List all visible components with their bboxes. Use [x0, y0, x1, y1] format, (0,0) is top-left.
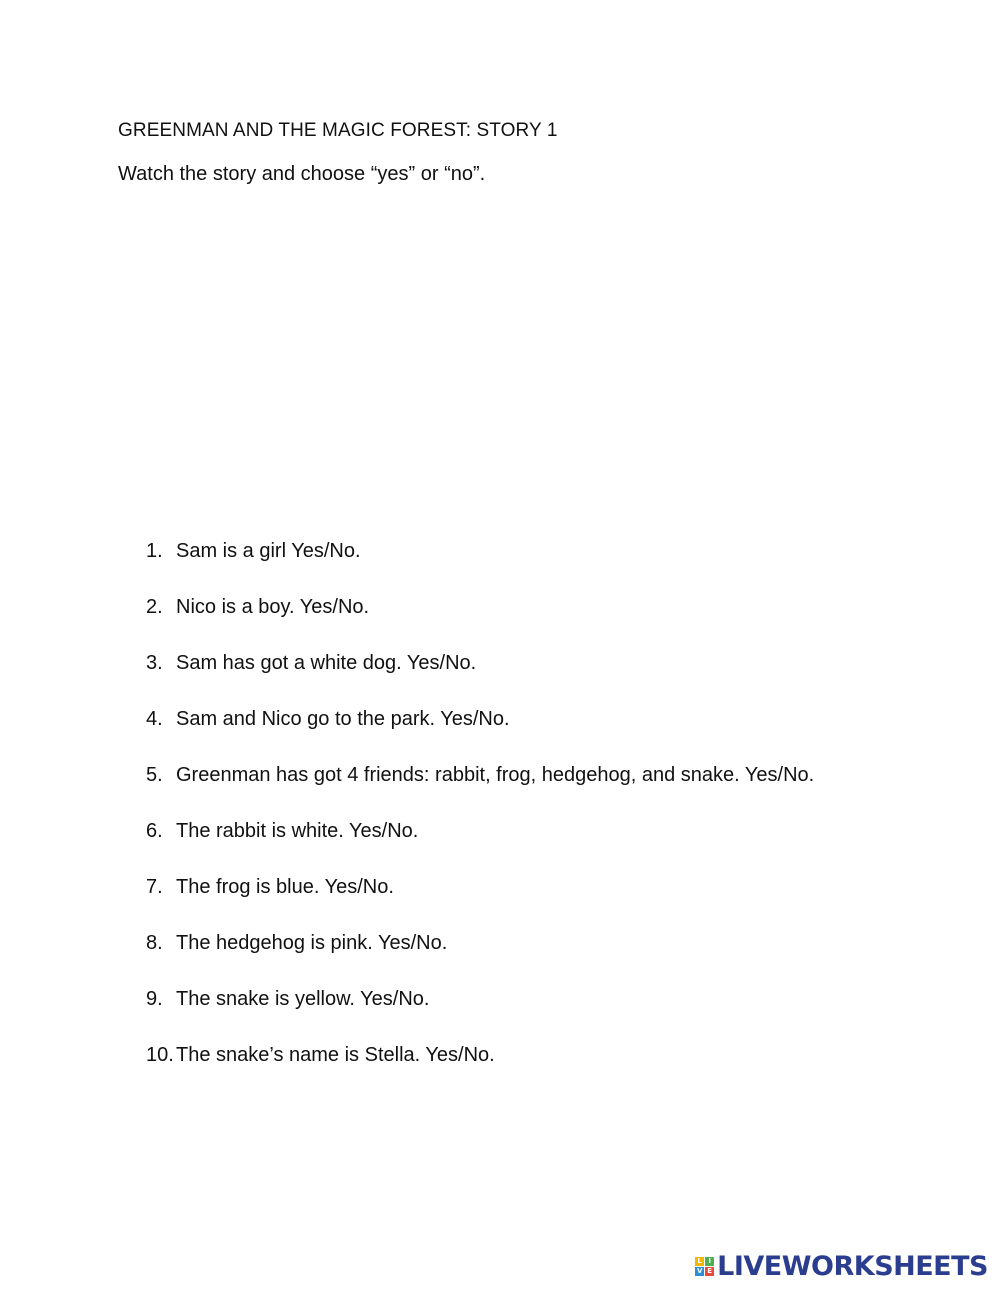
- list-item: [146, 538, 814, 594]
- question-text: Nico is a boy. Yes/No.: [176, 596, 370, 618]
- question-text: Greenman has got 4 friends: rabbit, frog, hedgehog, and snake. Yes/No.: [176, 764, 815, 786]
- list-item: [146, 986, 814, 1042]
- question-text: Sam has got a white dog. Yes/No.: [176, 652, 477, 674]
- question-number: 1.: [146, 540, 163, 562]
- liveworksheets-logo: [695, 1253, 988, 1280]
- list-item: [146, 818, 814, 874]
- page-title: GREENMAN AND THE MAGIC FOREST: STORY 1: [118, 120, 558, 141]
- question-text: Sam and Nico go to the park. Yes/No.: [176, 708, 510, 730]
- question-number: 6.: [146, 820, 163, 842]
- list-item: [146, 594, 814, 650]
- question-number: 9.: [146, 988, 163, 1010]
- question-number: 10.: [146, 1044, 174, 1066]
- question-text: The frog is blue. Yes/No.: [176, 876, 394, 898]
- question-number: 3.: [146, 652, 163, 674]
- question-list: [146, 538, 814, 1098]
- question-number: 8.: [146, 932, 163, 954]
- question-number: 2.: [146, 596, 163, 618]
- logo-text: LIVEWORKSHEETS: [717, 1251, 988, 1282]
- list-item: [146, 1042, 814, 1098]
- question-number: 5.: [146, 764, 163, 786]
- list-item: [146, 706, 814, 762]
- logo-mark-cell: V: [696, 1267, 703, 1275]
- instruction-text: Watch the story and choose “yes” or “no”.: [118, 163, 486, 185]
- question-number: 4.: [146, 708, 163, 730]
- list-item: [146, 762, 814, 818]
- question-number: 7.: [146, 876, 163, 898]
- logo-mark-cell: E: [705, 1267, 714, 1276]
- question-text: Sam is a girl Yes/No.: [176, 540, 361, 562]
- question-text: The rabbit is white. Yes/No.: [176, 820, 419, 842]
- logo-mark-icon: [695, 1257, 714, 1276]
- question-text: The snake is yellow. Yes/No.: [176, 988, 430, 1010]
- list-item: [146, 874, 814, 930]
- logo-mark-cell: I: [705, 1257, 714, 1266]
- list-item: [146, 650, 814, 706]
- logo-mark-cell: L: [695, 1257, 704, 1266]
- question-text: The snake’s name is Stella. Yes/No.: [176, 1044, 495, 1066]
- list-item: [146, 930, 814, 986]
- question-text: The hedgehog is pink. Yes/No.: [176, 932, 448, 954]
